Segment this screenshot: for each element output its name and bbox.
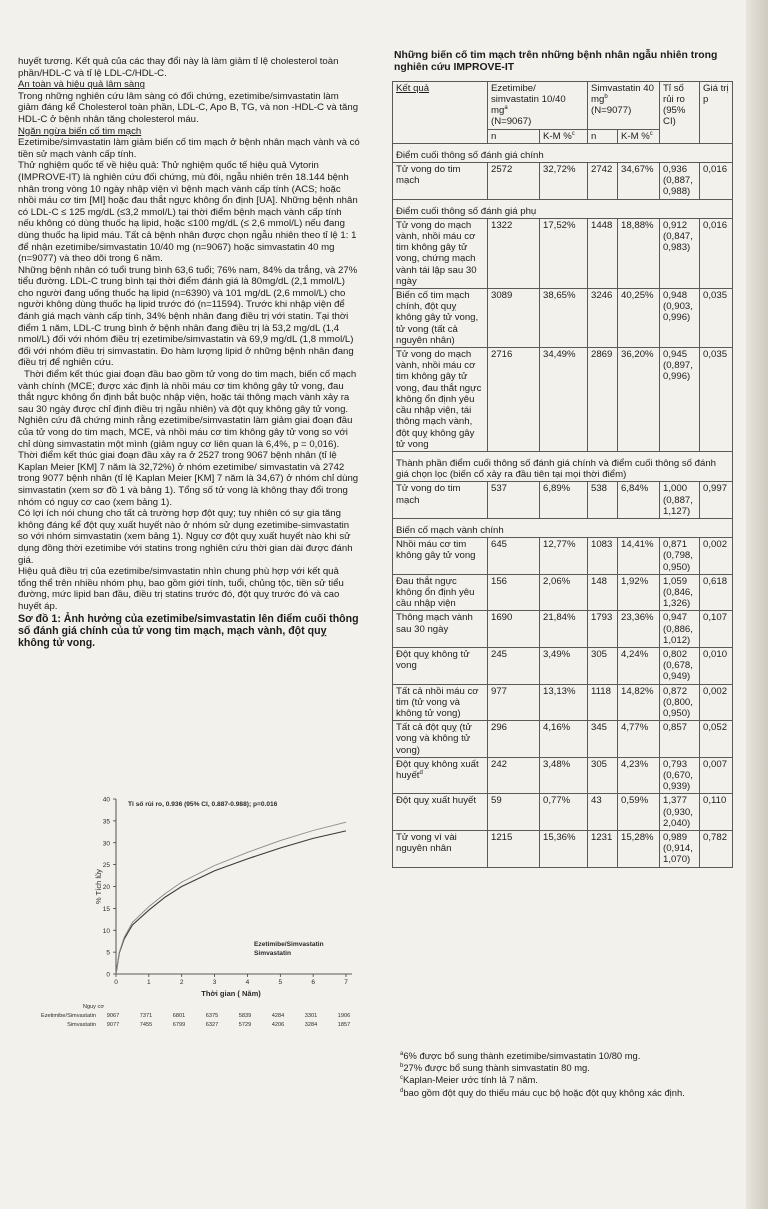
ezetimibe-km-cell: 32,72% bbox=[540, 163, 588, 200]
outcome-label-text: Tử vong do mạch vành, nhồi máu cơ tim không gây tử vong, đau thắt ngực không ổn định yêu cầu nhập viện, tái thông mạch vành, đột quỵ không gây tử vong bbox=[396, 349, 482, 450]
simvastatin-km-cell: 4,77% bbox=[618, 721, 660, 758]
table-row bbox=[393, 757, 733, 794]
hazard-ratio-cell: 1,000 (0,887, 1,127) bbox=[660, 482, 700, 519]
footnote bbox=[400, 1087, 730, 1099]
hazard-ratio-cell: 1,377 (0,930, 2,040) bbox=[660, 794, 700, 831]
section-title: Thành phần điểm cuối thông số đánh giá chính và điểm cuối thông số đánh giá chọn lọc (biến cố xảy ra đầu tiên tại mọi thời điểm) bbox=[393, 451, 733, 481]
table-title: Những biến cố tim mạch trên những bệnh nhân ngẫu nhiên trong nghiên cứu IMPROVE-IT bbox=[394, 50, 718, 74]
series-line-ezetimibe-simvastatin bbox=[116, 831, 346, 974]
hazard-ratio-cell: 0,945 (0,897, 0,996) bbox=[660, 348, 700, 452]
simvastatin-n-cell: 538 bbox=[588, 482, 618, 519]
header-n bbox=[488, 129, 540, 143]
ezetimibe-km-cell: 17,52% bbox=[540, 218, 588, 288]
hazard-ratio-cell: 0,912 (0,847, 0,983) bbox=[660, 218, 700, 288]
table-row bbox=[393, 218, 733, 288]
simvastatin-n-cell: 305 bbox=[588, 647, 618, 684]
simvastatin-km-cell: 14,82% bbox=[618, 684, 660, 721]
risk-table-value: 6799 bbox=[172, 1022, 186, 1028]
hazard-ratio-cell: 0,793 (0,670, 0,939) bbox=[660, 757, 700, 794]
footnote-mark-c: c bbox=[649, 130, 653, 137]
body-paragraph: Hiệu quả điều trị của ezetimibe/simvastatin nhìn chung phù hợp với kết quả tổng thể trên nhiều nhóm phụ, bao gồm giới tính, tuổi, chủng tộc, tiền sử tiểu đường, mức lipid ban đầu, điều trị statins trước đó, đột quỵ trước đó và cao huyết áp. bbox=[18, 566, 344, 612]
body-paragraph: Thử nghiệm quốc tế về hiệu quả: Thử nghiệm quốc tế hiệu quả Vytorin (IMPROVE-IT) là nghiên cứu đối chứng, mù đôi, ngẫu nhiên trên 18.144 bệnh nhân trong vòng 10 ngày nhập viện vì bệnh mạch vành cấp tính (ACS; hoặc nhồi máu cơ tim [MI] hoặc đau thắt ngực không ổn định [UA]. Những bệnh nhân có LDL-C ≤ 125 mg/dL (≤3,2 mmol/L) tại thời điểm bệnh mạch vành cấp tính nếu không có dùng thuốc hạ lipid, hoặc ≤100 mg/dL (≤ 2,6 mmol/L) nếu đang dùng thuốc hạ lipid máu. Tất cả bệnh nhân được chọn ngẫu nhiên theo tỉ lệ 1: 1 để nhận ezetimibe/simvastatin 10/40 mg (n=9067) hoặc simvastatin 40 mg (n=9077) và theo dõi trong 6 năm. bbox=[18, 160, 358, 265]
table-row bbox=[393, 684, 733, 721]
ezetimibe-n-cell: 59 bbox=[488, 794, 540, 831]
ezetimibe-km-cell: 3,48% bbox=[540, 757, 588, 794]
simvastatin-n-cell: 305 bbox=[588, 757, 618, 794]
simvastatin-n-cell: 1083 bbox=[588, 538, 618, 575]
ezetimibe-km-cell: 21,84% bbox=[540, 611, 588, 648]
row-outcome-label bbox=[393, 218, 488, 288]
header-simvastatin-label: Simvastatin 40 mg bbox=[591, 82, 654, 106]
outcome-label-text: Tử vong do tim mạch bbox=[396, 164, 461, 187]
kaplan-meier-chart bbox=[16, 786, 366, 1041]
ezetimibe-km-cell: 6,89% bbox=[540, 482, 588, 519]
header-km-label: K-M % bbox=[543, 130, 572, 142]
table-row bbox=[393, 831, 733, 868]
header-outcome-label: Kết quả bbox=[396, 82, 430, 94]
y-tick-label: 30 bbox=[102, 840, 110, 848]
footnote-mark: b bbox=[400, 1063, 404, 1070]
table-row bbox=[393, 348, 733, 452]
ezetimibe-km-cell: 38,65% bbox=[540, 289, 588, 348]
header-km-label: K-M % bbox=[621, 130, 650, 142]
ezetimibe-n-cell: 296 bbox=[488, 721, 540, 758]
simvastatin-n-cell: 148 bbox=[588, 574, 618, 611]
header-ezetimibe-label: Ezetimibe/ simvastatin 10/40 mg bbox=[491, 82, 566, 117]
p-value-cell: 0,618 bbox=[700, 574, 733, 611]
y-tick-label: 10 bbox=[102, 927, 110, 935]
row-outcome-label bbox=[393, 757, 488, 794]
footnote-mark: a bbox=[400, 1050, 404, 1057]
table-row bbox=[393, 163, 733, 200]
x-tick-label: 0 bbox=[114, 979, 118, 986]
hazard-ratio-annotation: Tỉ số rủi ro, 0.936 (95% CI, 0.887-0.988); p=0.016 bbox=[128, 801, 278, 808]
simvastatin-km-cell: 1,92% bbox=[618, 574, 660, 611]
header-ezetimibe-n: (N=9067) bbox=[491, 116, 532, 128]
footnote-mark-c: c bbox=[571, 130, 575, 137]
risk-table-value: 4284 bbox=[271, 1013, 285, 1019]
section-heading: An toàn và hiệu quả lâm sàng bbox=[18, 79, 145, 91]
ezetimibe-km-cell: 2,06% bbox=[540, 574, 588, 611]
simvastatin-km-cell: 34,67% bbox=[618, 163, 660, 200]
simvastatin-km-cell: 23,36% bbox=[618, 611, 660, 648]
y-tick-label: 15 bbox=[102, 905, 110, 913]
p-value-cell: 0,007 bbox=[700, 757, 733, 794]
table-row bbox=[393, 574, 733, 611]
p-value-cell: 0,052 bbox=[700, 721, 733, 758]
row-outcome-label bbox=[393, 684, 488, 721]
outcome-label-text: Nhồi máu cơ tim không gây tử vong bbox=[396, 539, 476, 562]
row-outcome-label bbox=[393, 482, 488, 519]
outcome-label-text: Biến cố tim mạch chính, đột quỵ không gây tử vong, tử vong (tất cả nguyên nhân) bbox=[396, 290, 479, 346]
simvastatin-n-cell: 345 bbox=[588, 721, 618, 758]
risk-table-value: 7371 bbox=[139, 1013, 153, 1019]
outcome-label-text: Đau thắt ngực không ổn định yêu cầu nhập viện bbox=[396, 575, 475, 610]
y-tick-label: 25 bbox=[102, 862, 110, 870]
footnote-mark: d bbox=[400, 1087, 404, 1094]
simvastatin-km-cell: 14,41% bbox=[618, 538, 660, 575]
section-heading: Ngăn ngừa biến cố tim mạch bbox=[18, 125, 142, 137]
footnote-mark: c bbox=[400, 1075, 403, 1082]
outcome-label-text: Thông mạch vành sau 30 ngày bbox=[396, 612, 473, 635]
simvastatin-n-cell: 1448 bbox=[588, 218, 618, 288]
body-paragraph: Có lợi ích nói chung cho tất cả trường hợp đột quỵ; tuy nhiên có sự gia tăng không đáng kể đột quỵ xuất huyết nào ở nhóm sử dụng ezetimibe-simvastatin so với nhóm simvastatin (xem bảng 1). Nguy cơ đột quỵ xuất huyết nào khi sử dụng đồng thời ezetimibe với statins trong nghiên cứu thời gian dài được đánh giá. bbox=[18, 508, 353, 566]
y-tick-label: 40 bbox=[102, 796, 110, 804]
ezetimibe-km-cell: 12,77% bbox=[540, 538, 588, 575]
table-section-row bbox=[393, 199, 733, 218]
section-title: Điểm cuối thông số đánh giá phụ bbox=[393, 199, 733, 218]
outcome-label-text: Tử vong do tim mạch bbox=[396, 483, 461, 506]
header-n bbox=[588, 129, 618, 143]
outcome-label-text: Tất cả nhồi máu cơ tim (tử vong và không tử vong) bbox=[396, 685, 479, 719]
outcome-label-text: Tử vong do mạch vành, nhồi máu cơ tim không gây tử vong, chứng mạch vành tái lập sau 30 ngày bbox=[396, 219, 477, 287]
table-row bbox=[393, 482, 733, 519]
ezetimibe-n-cell: 2572 bbox=[488, 163, 540, 200]
ezetimibe-km-cell: 34,49% bbox=[540, 348, 588, 452]
outcome-label-text: Đột quỵ không tử vong bbox=[396, 648, 470, 672]
header-outcome bbox=[393, 81, 488, 143]
simvastatin-km-cell: 4,24% bbox=[618, 647, 660, 684]
header-n-label: n bbox=[491, 130, 497, 142]
hazard-ratio-cell: 1,059 (0,846, 1,326) bbox=[660, 574, 700, 611]
p-value-cell: 0,035 bbox=[700, 289, 733, 348]
x-tick-label: 2 bbox=[179, 979, 184, 986]
section-title: Biến cố mạch vành chính bbox=[393, 518, 733, 537]
row-outcome-label bbox=[393, 289, 488, 348]
header-simvastatin bbox=[588, 81, 660, 129]
risk-table-value: 7455 bbox=[139, 1022, 153, 1028]
p-value-cell: 0,107 bbox=[700, 611, 733, 648]
ezetimibe-n-cell: 537 bbox=[488, 482, 540, 519]
table-section-row bbox=[393, 518, 733, 537]
header-km bbox=[618, 129, 660, 143]
right-column bbox=[392, 50, 732, 868]
ezetimibe-km-cell: 0,77% bbox=[540, 794, 588, 831]
row-outcome-label bbox=[393, 574, 488, 611]
table-row bbox=[393, 721, 733, 758]
x-tick-label: 1 bbox=[147, 979, 151, 986]
hazard-ratio-cell: 0,989 (0,914, 1,070) bbox=[660, 831, 700, 868]
footnote-text: 6% được bổ sung thành ezetimibe/simvastatin 10/80 mg. bbox=[403, 1050, 641, 1061]
figure-title: Sơ đồ 1: Ảnh hưởng của ezetimibe/simvastatin lên điểm cuối thông số đánh giá chính của tử vong tim mạch, mạch vành, đột quỵ không tử vong. bbox=[18, 612, 359, 650]
p-value-cell: 0,002 bbox=[700, 684, 733, 721]
ezetimibe-n-cell: 242 bbox=[488, 757, 540, 794]
row-outcome-label bbox=[393, 348, 488, 452]
chart-svg bbox=[16, 786, 366, 1041]
header-ezetimibe bbox=[488, 81, 588, 129]
row-outcome-label bbox=[393, 611, 488, 648]
table-row bbox=[393, 647, 733, 684]
row-outcome-label bbox=[393, 831, 488, 868]
x-tick-label: 4 bbox=[245, 979, 250, 986]
risk-table-value: 1906 bbox=[337, 1013, 351, 1019]
footnote bbox=[400, 1062, 730, 1074]
outcomes-table bbox=[392, 81, 733, 868]
y-tick-label: 20 bbox=[102, 884, 110, 891]
footnote-text: Kaplan-Meier ước tính lả 7 năm. bbox=[403, 1074, 538, 1086]
row-outcome-label bbox=[393, 721, 488, 758]
ezetimibe-n-cell: 156 bbox=[488, 574, 540, 611]
simvastatin-km-cell: 36,20% bbox=[618, 348, 660, 452]
legend-label: Ezetimibe/Simvastatin bbox=[254, 941, 324, 948]
x-tick-label: 7 bbox=[344, 979, 348, 986]
ezetimibe-n-cell: 2716 bbox=[488, 348, 540, 452]
outcome-label-text: Tử vong vì vài nguyên nhân bbox=[396, 832, 457, 855]
hazard-ratio-cell: 0,857 bbox=[660, 721, 700, 758]
p-value-cell: 0,016 bbox=[700, 163, 733, 200]
table-row bbox=[393, 289, 733, 348]
footnote-text: bao gồm đột quỵ do thiếu máu cục bộ hoặc đột quỵ không xác định. bbox=[403, 1086, 685, 1098]
x-tick-label: 6 bbox=[311, 979, 315, 986]
section-title: Điểm cuối thông số đánh giá chính bbox=[393, 143, 733, 162]
risk-table-header: Nguy cơ bbox=[82, 1004, 104, 1010]
header-hazard-ratio: Tỉ số rủi ro (95% CI) bbox=[660, 81, 700, 143]
body-paragraph: Trong những nghiên cứu lâm sàng có đối chứng, ezetimibe/simvastatin làm giảm đáng kể Cholesterol toàn phần, LDL-C, Apo B, TG, và non -HDL-C và tăng HDL-C ở bệnh nhân tăng cholesterol máu. bbox=[18, 90, 359, 125]
simvastatin-km-cell: 0,59% bbox=[618, 794, 660, 831]
simvastatin-n-cell: 1793 bbox=[588, 611, 618, 648]
header-p-value: Giá trị p bbox=[700, 81, 733, 143]
p-value-cell: 0,010 bbox=[700, 647, 733, 684]
simvastatin-km-cell: 40,25% bbox=[618, 289, 660, 348]
x-tick-label: 5 bbox=[278, 979, 283, 986]
row-outcome-label bbox=[393, 647, 488, 684]
table-row bbox=[393, 794, 733, 831]
ezetimibe-km-cell: 4,16% bbox=[540, 721, 588, 758]
risk-table-value: 6801 bbox=[172, 1013, 186, 1019]
simvastatin-n-cell: 1118 bbox=[588, 684, 618, 721]
table-row bbox=[393, 611, 733, 648]
risk-table-value: 6375 bbox=[205, 1013, 219, 1019]
x-tick-label: 3 bbox=[212, 979, 217, 986]
risk-table-value: 4206 bbox=[271, 1022, 285, 1028]
body-paragraph: Thời điểm kết thúc giai đoạn đầu bao gồm tử vong do tim mạch, biến cố mạch vành chính (MCE; được xác định là nhồi máu cơ tim không gây tử vong, đau thắt ngực không ổn định bắt buộc nhập viện, hoặc tái thông mạch vành xảy ra sau 30 ngày được chỉ định điều trị ngẫu nhiên) và đột quỵ không gây tử vong. Nghiên cứu đã chứng minh rằng ezetimibe/simvastatin làm giảm giai đoạn đầu của tử vong do tim mạch, MCE, và nhồi máu cơ tim không gây tử vong so với chỉ dùng simvastatin một mình (giảm nguy cơ liên quan là 6,4%, p = 0,016). Thời điểm kết thúc giai đoạn đầu xảy ra ở 2527 trong 9067 bệnh nhân (tỉ lệ Kaplan Meier [KM] 7 năm là 32,72%) ở nhóm ezetimibe/ simvastatin và 2742 trong 9077 bệnh nhân (tỉ lệ Kaplan Meier [KM] 7 năm là 34,67) ở nhóm chỉ dùng simvastatin (xem sơ đồ 1 và bảng 1). Tổng số tử vong là không thay đổi trong nhóm có nguy cơ cao (xem bảng 1). bbox=[18, 369, 359, 508]
y-axis-label: % Tích lũy bbox=[94, 869, 103, 904]
outcome-label-text: Đột quỵ không xuất huyết bbox=[396, 758, 479, 781]
footnote bbox=[400, 1074, 730, 1086]
y-tick-label: 35 bbox=[102, 818, 110, 826]
outcome-label-text: Tất cả đột quỵ (tử vong và không tử vong) bbox=[396, 722, 472, 756]
p-value-cell: 0,782 bbox=[700, 831, 733, 868]
p-value-cell: 0,002 bbox=[700, 538, 733, 575]
body-paragraph: Những bệnh nhân có tuổi trung bình 63,6 tuổi; 76% nam, 84% da trắng, và 27% tiểu đường. LDL-C trung bình tại thời điểm đánh giá là 80mg/dL (2,1 mmol/L) cho người đang uống thuốc hạ lipid (n=6390) và 101 mg/dL (2,6 mmol/L) cho người không dùng thuốc hạ lipid trước đó (n=11594). Trước khi nhập viện để đánh giá mạch vành cấp tính, 34% bệnh nhân đang điều trị với statin. Tại thời điểm 1 năm, LDL-C trung bình ở bệnh nhân đang điều trị là 53,2 mg/dL (1,4 nmol/L) đối với nhóm điều trị ezetimibe/simvastatin và 69,9 mg/dL (1,8 mmol/L) đối với nhóm điều trị simvastatin. Đo hàm lượng lipid ở những bệnh nhân đang điều trị để nghiên cứu. bbox=[18, 264, 358, 369]
table-section-row bbox=[393, 451, 733, 481]
table-footnotes bbox=[400, 1050, 730, 1099]
row-outcome-label bbox=[393, 538, 488, 575]
hazard-ratio-cell: 0,802 (0,678, 0,949) bbox=[660, 647, 700, 684]
footnote-text: 27% được bổ sung thành simvastatin 80 mg. bbox=[403, 1062, 590, 1074]
footnote bbox=[400, 1050, 730, 1062]
hazard-ratio-cell: 0,871 (0,798, 0,950) bbox=[660, 538, 700, 575]
header-km bbox=[540, 129, 588, 143]
footnote-mark-d: d bbox=[419, 769, 423, 776]
hazard-ratio-cell: 0,948 (0,903, 0,996) bbox=[660, 289, 700, 348]
risk-table-value: 9077 bbox=[106, 1022, 120, 1028]
y-tick-label: 5 bbox=[106, 949, 110, 957]
risk-table-value: 5729 bbox=[238, 1022, 252, 1028]
risk-table-value: 3284 bbox=[304, 1022, 318, 1028]
simvastatin-n-cell: 3246 bbox=[588, 289, 618, 348]
series-line-simvastatin bbox=[116, 822, 346, 974]
left-column-text bbox=[18, 56, 360, 650]
simvastatin-km-cell: 15,28% bbox=[618, 831, 660, 868]
ezetimibe-km-cell: 13,13% bbox=[540, 684, 588, 721]
simvastatin-km-cell: 6,84% bbox=[618, 482, 660, 519]
p-value-cell: 0,016 bbox=[700, 218, 733, 288]
p-value-cell: 0,997 bbox=[700, 482, 733, 519]
x-axis-label: Thời gian ( Năm) bbox=[201, 989, 261, 998]
footnote-mark-b: b bbox=[604, 93, 608, 100]
ezetimibe-km-cell: 15,36% bbox=[540, 831, 588, 868]
risk-table-value: 9067 bbox=[106, 1013, 120, 1019]
risk-table-value: 6327 bbox=[205, 1022, 219, 1028]
ezetimibe-n-cell: 245 bbox=[488, 647, 540, 684]
risk-table-value: 1857 bbox=[337, 1022, 351, 1028]
simvastatin-km-cell: 18,88% bbox=[618, 218, 660, 288]
risk-table-value: 5839 bbox=[238, 1013, 252, 1019]
y-tick-label: 0 bbox=[106, 971, 110, 979]
p-value-cell: 0,110 bbox=[700, 794, 733, 831]
hazard-ratio-cell: 0,947 (0,886, 1,012) bbox=[660, 611, 700, 648]
outcome-label-text: Đột quỵ xuất huyết bbox=[396, 795, 476, 807]
body-paragraph: huyết tương. Kết quả của các thay đổi này là làm giảm tỉ lệ cholesterol toàn phần/HDL-C và tỉ lệ LDL-C/HDL-C. bbox=[18, 56, 339, 79]
risk-table-row-label: Ezetimibe/Simvastatin bbox=[40, 1013, 96, 1019]
simvastatin-n-cell: 2869 bbox=[588, 348, 618, 452]
footnote-mark-a: a bbox=[504, 105, 508, 112]
simvastatin-km-cell: 4,23% bbox=[618, 757, 660, 794]
ezetimibe-n-cell: 977 bbox=[488, 684, 540, 721]
row-outcome-label bbox=[393, 163, 488, 200]
table-row bbox=[393, 538, 733, 575]
header-simvastatin-n: (N=9077) bbox=[591, 105, 632, 117]
simvastatin-n-cell: 43 bbox=[588, 794, 618, 831]
simvastatin-n-cell: 1231 bbox=[588, 831, 618, 868]
ezetimibe-n-cell: 1322 bbox=[488, 218, 540, 288]
hazard-ratio-cell: 0,872 (0,800, 0,950) bbox=[660, 684, 700, 721]
hazard-ratio-cell: 0,936 (0,887, 0,988) bbox=[660, 163, 700, 200]
simvastatin-n-cell: 2742 bbox=[588, 163, 618, 200]
ezetimibe-n-cell: 1215 bbox=[488, 831, 540, 868]
row-outcome-label bbox=[393, 794, 488, 831]
legend-label: Simvastatin bbox=[254, 950, 292, 957]
p-value-cell: 0,035 bbox=[700, 348, 733, 452]
ezetimibe-km-cell: 3,49% bbox=[540, 647, 588, 684]
ezetimibe-n-cell: 1690 bbox=[488, 611, 540, 648]
table-section-row bbox=[393, 143, 733, 162]
body-paragraph: Ezetimibe/simvastatin làm giảm biến cố tim mạch ở bệnh nhân mạch vành và có tiền sử mạch vành cấp tính. bbox=[18, 137, 360, 160]
risk-table-value: 3301 bbox=[304, 1013, 318, 1019]
header-n-label: n bbox=[591, 130, 597, 142]
table-header-row bbox=[393, 81, 733, 129]
ezetimibe-n-cell: 3089 bbox=[488, 289, 540, 348]
ezetimibe-n-cell: 645 bbox=[488, 538, 540, 575]
risk-table-row-label: Simvastatin bbox=[67, 1022, 96, 1028]
